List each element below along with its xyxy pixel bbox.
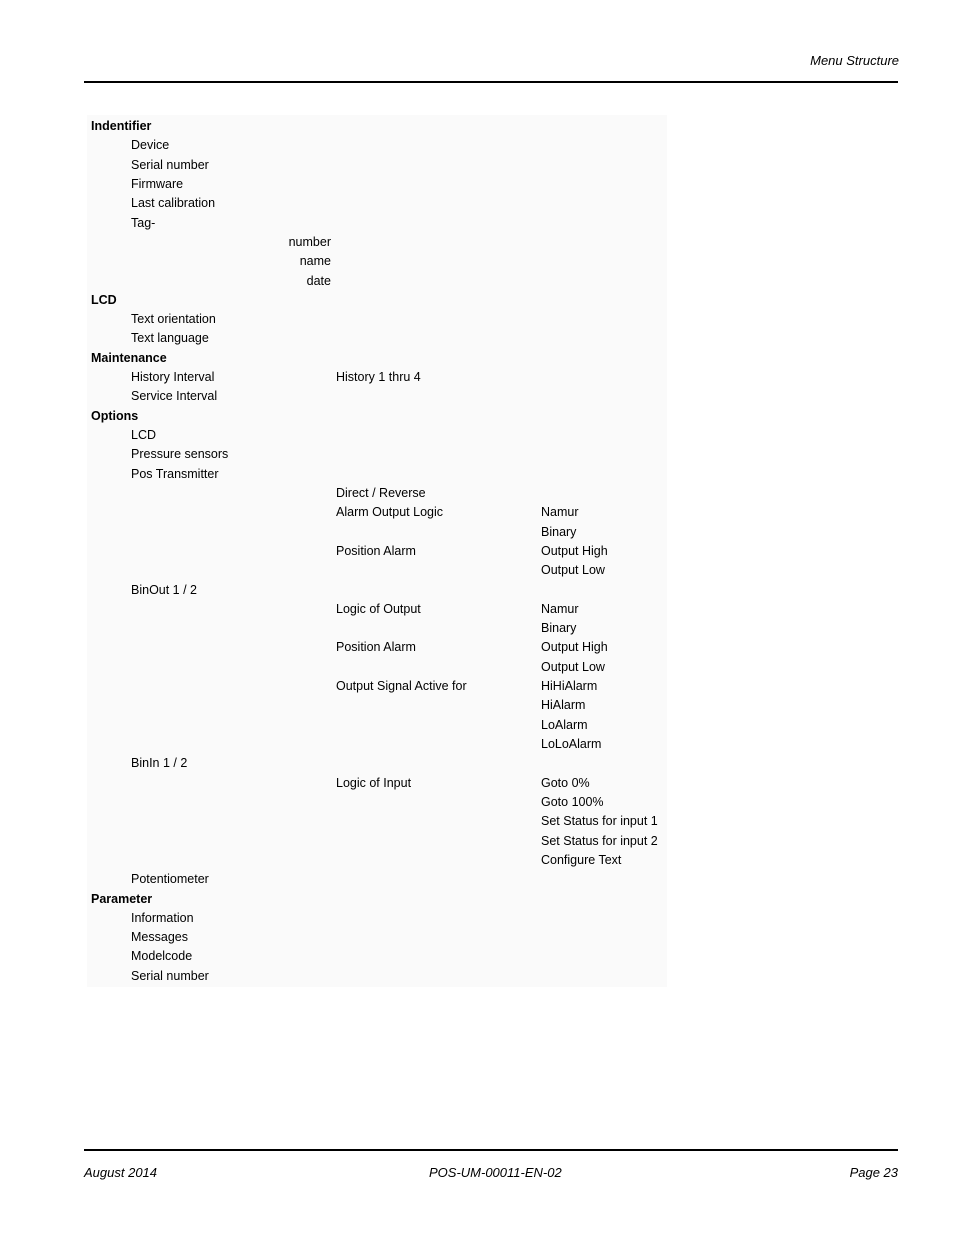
footer-document-id: POS-UM-00011-EN-02 xyxy=(429,1165,562,1180)
menu-item-label: Logic of Output xyxy=(336,601,421,616)
menu-item-label: LoLoAlarm xyxy=(541,737,602,751)
menu-row xyxy=(0,638,954,657)
header-rule xyxy=(84,81,898,83)
menu-row xyxy=(0,735,954,754)
menu-item-label: Logic of Input xyxy=(336,775,412,790)
menu-row xyxy=(0,426,954,445)
menu-row xyxy=(0,445,954,464)
menu-item-label: Direct / Reverse xyxy=(336,485,426,500)
menu-item-label: Output Low xyxy=(541,563,605,578)
menu-section-heading: Parameter xyxy=(91,891,153,906)
menu-item-label: Tag- xyxy=(131,215,156,230)
menu-row xyxy=(0,832,954,851)
menu-item-label: HiAlarm xyxy=(541,698,586,713)
menu-section-heading: Maintenance xyxy=(91,350,167,365)
menu-row xyxy=(0,484,954,503)
menu-row xyxy=(0,909,954,928)
menu-row xyxy=(0,503,954,522)
menu-row xyxy=(0,600,954,619)
menu-item-label: Set Status for input 2 xyxy=(541,833,658,848)
menu-item-option-label: Goto 0% xyxy=(541,775,590,790)
menu-row xyxy=(0,561,954,580)
menu-row xyxy=(0,523,954,542)
menu-item-label: Configure Text xyxy=(541,852,622,867)
menu-row xyxy=(0,465,954,484)
menu-item-label: Messages xyxy=(131,930,188,945)
menu-section-heading: Indentifier xyxy=(91,119,152,133)
menu-row xyxy=(0,214,954,233)
footer-rule xyxy=(84,1149,898,1151)
menu-row xyxy=(0,619,954,638)
menu-row xyxy=(0,581,954,600)
menu-item-label: Firmware xyxy=(131,176,184,191)
menu-row xyxy=(0,658,954,677)
menu-row xyxy=(0,329,954,348)
page-header-title: Menu Structure xyxy=(810,53,899,68)
menu-row xyxy=(0,387,954,406)
menu-row xyxy=(0,793,954,812)
menu-item-label: name xyxy=(299,254,331,269)
menu-row xyxy=(0,175,954,194)
menu-item-label: number xyxy=(288,234,331,249)
menu-item-label: date xyxy=(306,273,331,288)
footer-page-number: Page 23 xyxy=(849,1165,898,1180)
menu-structure-list xyxy=(0,117,954,986)
menu-item-label: Position Alarm xyxy=(336,543,416,558)
menu-item-label: Alarm Output Logic xyxy=(336,505,443,520)
menu-row xyxy=(0,812,954,831)
menu-section-heading: Options xyxy=(91,408,139,423)
menu-row xyxy=(0,870,954,889)
menu-item-sub-label: History 1 thru 4 xyxy=(336,370,421,385)
menu-item-label: Output Low xyxy=(541,659,605,674)
menu-item-label: BinOut 1 / 2 xyxy=(131,582,198,597)
menu-item-label: Text language xyxy=(131,331,209,346)
menu-row xyxy=(0,677,954,696)
menu-item-option-label: Namur xyxy=(541,601,579,616)
menu-item-label: Last calibration xyxy=(131,196,216,211)
menu-item-label: Set Status for input 1 xyxy=(541,814,658,829)
menu-item-label: Potentiometer xyxy=(131,872,209,887)
menu-item-label: Service Interval xyxy=(131,389,218,404)
menu-item-label: Pressure sensors xyxy=(131,447,229,462)
menu-row xyxy=(0,233,954,252)
menu-row xyxy=(0,928,954,947)
menu-row xyxy=(0,136,954,155)
menu-item-label: Binary xyxy=(541,621,577,636)
menu-row xyxy=(0,890,954,909)
menu-item-option-label: Output High xyxy=(541,640,608,655)
menu-row xyxy=(0,696,954,715)
menu-row xyxy=(0,310,954,329)
menu-row xyxy=(0,156,954,175)
page-footer xyxy=(84,1165,898,1183)
menu-item-label: Information xyxy=(131,910,194,925)
menu-row xyxy=(0,117,954,136)
menu-row xyxy=(0,851,954,870)
menu-item-label: BinIn 1 / 2 xyxy=(131,756,188,771)
menu-row xyxy=(0,368,954,387)
menu-item-option-label: Output High xyxy=(541,543,608,558)
menu-item-label: Binary xyxy=(541,524,577,539)
menu-row xyxy=(0,272,954,291)
footer-date: August 2014 xyxy=(84,1165,158,1180)
menu-row xyxy=(0,716,954,735)
menu-item-label: Output Signal Active for xyxy=(336,679,467,694)
menu-row xyxy=(0,252,954,271)
menu-row xyxy=(0,774,954,793)
menu-row xyxy=(0,291,954,310)
menu-section-heading: LCD xyxy=(91,292,117,307)
menu-item-label: Device xyxy=(131,138,170,153)
menu-row xyxy=(0,349,954,368)
menu-item-option-label: Namur xyxy=(541,505,579,520)
menu-item-label: History Interval xyxy=(131,370,215,385)
menu-row xyxy=(0,407,954,426)
menu-item-label: Serial number xyxy=(131,157,209,172)
menu-item-label: LoAlarm xyxy=(541,717,588,732)
menu-item-label: Goto 100% xyxy=(541,794,604,809)
menu-item-label: Modelcode xyxy=(131,949,193,964)
menu-item-label: LCD xyxy=(131,428,157,442)
menu-item-label: Serial number xyxy=(131,968,209,983)
menu-row xyxy=(0,967,954,986)
menu-row xyxy=(0,194,954,213)
menu-item-label: Text orientation xyxy=(131,312,216,327)
menu-item-option-label: HiHiAlarm xyxy=(541,679,598,694)
menu-row xyxy=(0,947,954,966)
menu-item-label: Pos Transmitter xyxy=(131,466,219,481)
menu-row xyxy=(0,754,954,773)
menu-row xyxy=(0,542,954,561)
menu-item-label: Position Alarm xyxy=(336,640,416,655)
